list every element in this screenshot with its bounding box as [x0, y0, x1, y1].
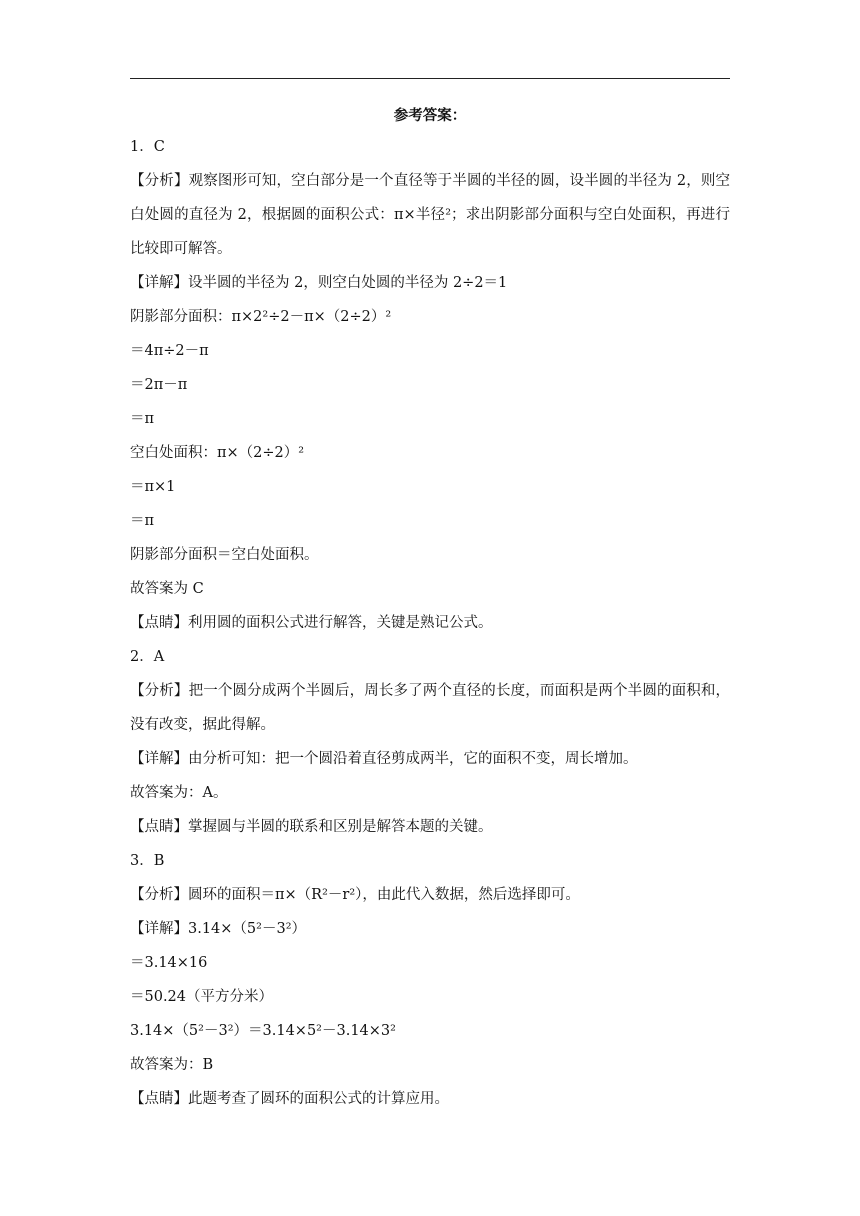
q2-detail-tag: 【详解】: [130, 751, 188, 767]
q1-comment-text: 利用圆的面积公式进行解答，关键是熟记公式。: [188, 615, 493, 631]
q3-detail-line-0: [130, 912, 730, 946]
answer-content: [130, 130, 730, 1116]
q3-detail-line-4: 故答案为：B: [130, 1057, 214, 1073]
q3-analysis-text: 圆环的面积＝π×（R²－r²），由此代入数据，然后选择即可。: [188, 887, 580, 903]
q2-detail-line-1: 故答案为：A。: [130, 785, 228, 801]
q2-comment: [130, 810, 730, 844]
q3-analysis-tag: 【分析】: [130, 887, 188, 903]
q2-analysis-text: 把一个圆分成两个半圆后，周长多了两个直径的长度，而面积是两个半圆的面积和，没有改变，据此得解。: [130, 683, 731, 733]
q2-detail-text: 由分析可知：把一个圆沿着直径剪成两半，它的面积不变，周长增加。: [188, 751, 638, 767]
q3-detail-line-3: 3.14×（5²－3²）＝3.14×5²－3.14×3²: [130, 1023, 396, 1039]
q1-detail-line-1: 阴影部分面积：π×2²÷2－π×（2÷2）²: [130, 309, 392, 325]
q2-number: 2．A: [130, 649, 165, 665]
q3-comment-tag: 【点睛】: [130, 1091, 188, 1107]
q1-detail-line-8: 阴影部分面积＝空白处面积。: [130, 547, 319, 563]
q2-comment-tag: 【点睛】: [130, 819, 188, 835]
q2-detail-line-0: [130, 742, 730, 776]
q1-number: 1．C: [130, 139, 165, 155]
q1-detail-line-3: ＝2π－π: [130, 377, 188, 393]
q3-detail-tag: 【详解】: [130, 921, 188, 937]
q1-comment-tag: 【点睛】: [130, 615, 188, 631]
q1-detail-line-0: [130, 266, 730, 300]
page-title: 参考答案：: [393, 107, 467, 124]
q1-analysis: [130, 164, 730, 266]
q1-analysis-tag: 【分析】: [130, 173, 189, 189]
q1-detail-line-5: 空白处面积：π×（2÷2）²: [130, 445, 305, 461]
q2-analysis: [130, 674, 730, 742]
q2-analysis-tag: 【分析】: [130, 683, 189, 699]
q1-detail-text: 设半圆的半径为 2，则空白处圆的半径为 2÷2＝1: [188, 275, 508, 291]
q1-comment: [130, 606, 730, 640]
q3-comment: [130, 1082, 730, 1116]
q1-detail-line-9: 故答案为 C: [130, 581, 204, 597]
q3-detail-text: 3.14×（5²－3²）: [188, 921, 307, 937]
q3-number: 3．B: [130, 853, 165, 869]
q3-detail-line-1: ＝3.14×16: [130, 955, 208, 971]
q1-detail-line-2: ＝4π÷2－π: [130, 343, 209, 359]
q1-detail-line-7: ＝π: [130, 513, 155, 529]
q1-detail-line-6: ＝π×1: [130, 479, 176, 495]
header-rule: [130, 78, 730, 79]
q1-analysis-text: 观察图形可知，空白部分是一个直径等于半圆的半径的圆，设半圆的半径为 2，则空白处圆的直径为 2，根据圆的面积公式：π×半径²；求出阴影部分面积与空白处面积，再进行比较即可解答。: [130, 173, 730, 257]
q3-detail-line-2: ＝50.24（平方分米）: [130, 989, 274, 1005]
q3-comment-text: 此题考查了圆环的面积公式的计算应用。: [188, 1091, 449, 1107]
q1-detail-line-4: ＝π: [130, 411, 155, 427]
q3-analysis: [130, 878, 730, 912]
q2-comment-text: 掌握圆与半圆的联系和区别是解答本题的关键。: [188, 819, 493, 835]
q1-detail-tag: 【详解】: [130, 275, 188, 291]
